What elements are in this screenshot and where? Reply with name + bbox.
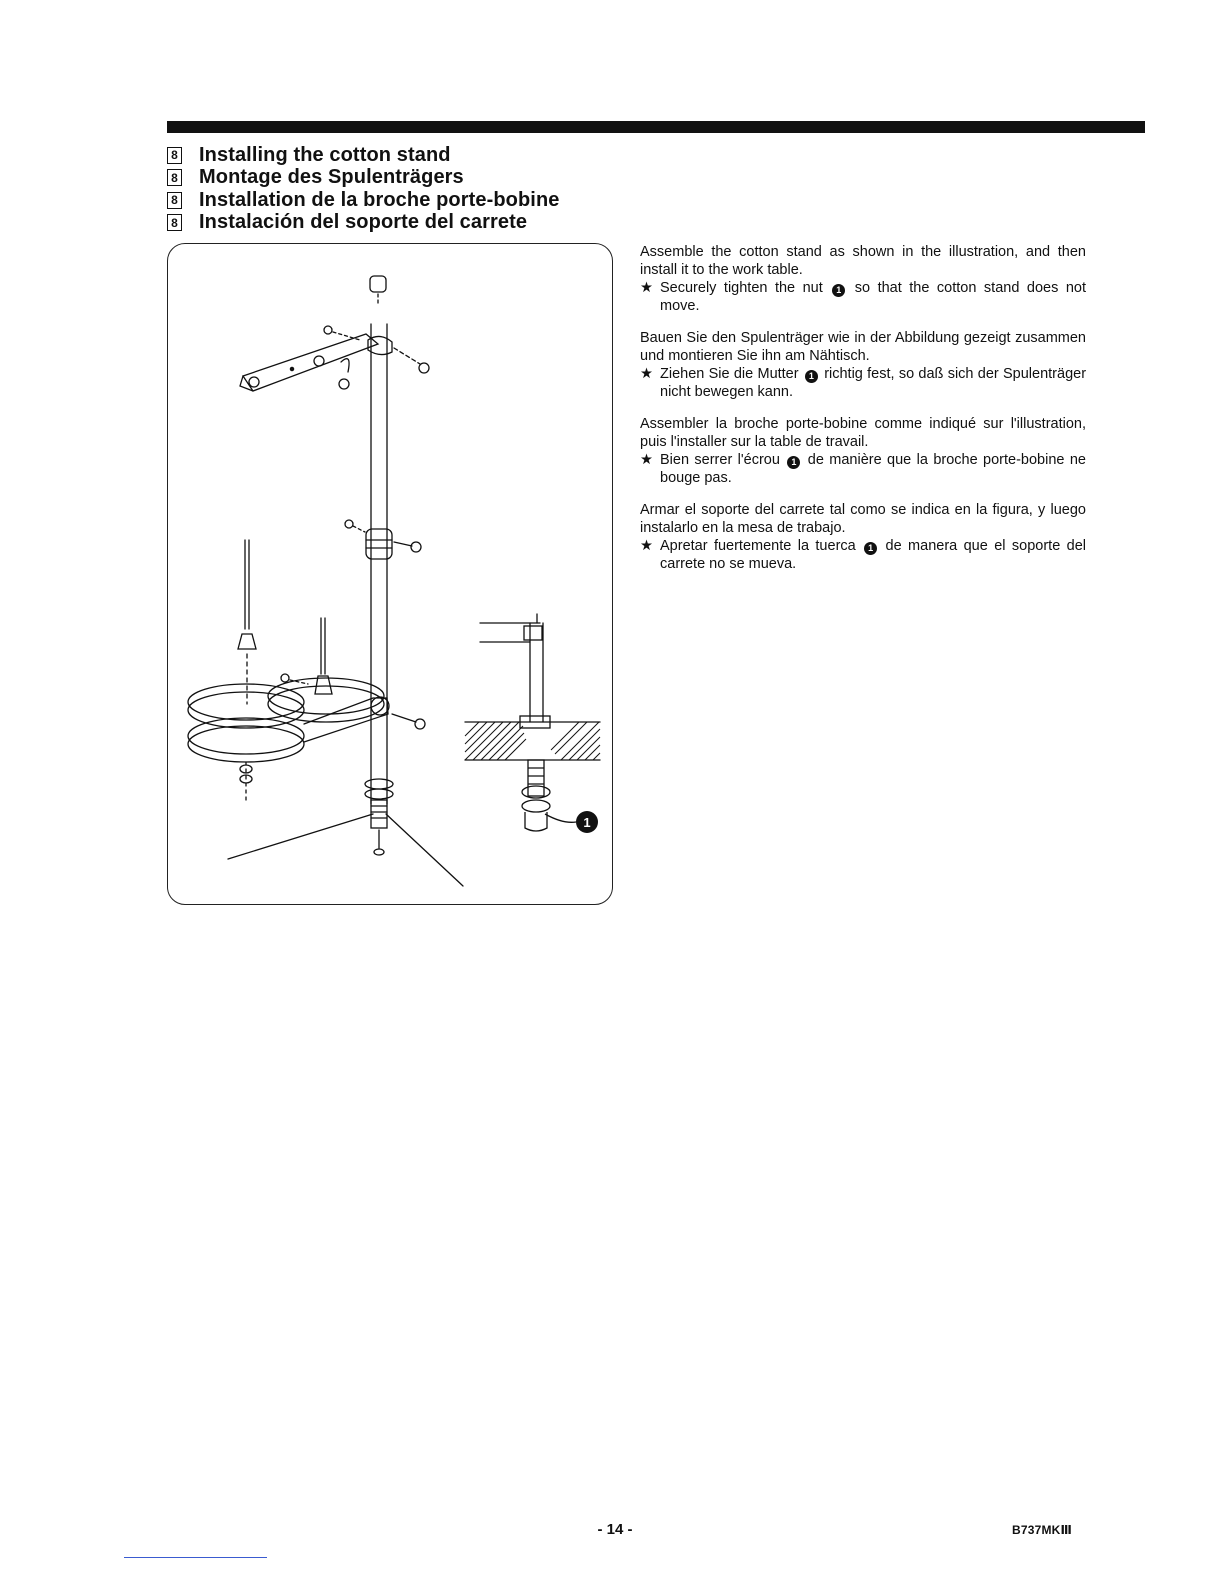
intro-text: Bauen Sie den Spulenträger wie in der Abbildung gezeigt zusammen und montieren Sie ihn am Nähtisch. xyxy=(640,330,1086,364)
model-code: B737MKⅢ xyxy=(1012,1523,1073,1537)
intro-text: Assembler la broche porte-bobine comme indiqué sur l'illustration, puis l'installer sur la table de travail. xyxy=(640,416,1086,450)
intro-text: Assemble the cotton stand as shown in the illustration, and then install it to the work table. xyxy=(640,244,1086,278)
intro-text: Armar el soporte del carrete tal como se indica en la figura, y luego instalarlo en la mesa de trabajo. xyxy=(640,502,1086,536)
instructions-column xyxy=(640,243,1086,587)
star-bullet-icon: ★ xyxy=(640,280,653,296)
heading-spanish xyxy=(167,212,560,235)
star-bullet-icon: ★ xyxy=(640,366,653,382)
note-text xyxy=(660,537,1086,573)
note-text xyxy=(660,451,1086,487)
note-text-start: Ziehen Sie die Mutter xyxy=(660,366,799,382)
note-text xyxy=(660,279,1086,315)
section-number-box: 8 xyxy=(167,169,182,186)
page-number: - 14 - xyxy=(597,1521,633,1538)
cotton-stand-illustration xyxy=(167,243,613,905)
heading-text: Installation de la broche porte-bobine xyxy=(199,188,560,211)
note-text-end: so that the cotton stand does not move. xyxy=(660,280,1086,314)
heading-text: Montage des Spulenträgers xyxy=(199,166,464,189)
star-bullet-icon: ★ xyxy=(640,538,653,554)
note-text-end: richtig fest, so daß sich der Spulenträger nicht bewegen kann. xyxy=(660,366,1087,400)
note-text-end: de manière que la broche porte-bobine ne bouge pas. xyxy=(660,452,1086,486)
instructions-english xyxy=(640,243,1086,315)
instructions-spanish xyxy=(640,501,1086,573)
heading-text: Instalación del soporte del carrete xyxy=(199,211,528,234)
heading-french xyxy=(167,189,560,212)
section-number-box: 8 xyxy=(167,214,182,231)
section-number-box: 8 xyxy=(167,147,182,164)
callout-1-icon: 1 xyxy=(805,370,818,383)
heading-english xyxy=(167,144,560,167)
note-text-start: Securely tighten the nut xyxy=(660,280,823,296)
note-item xyxy=(640,451,1086,487)
callout-1-icon: 1 xyxy=(832,284,845,297)
top-rule xyxy=(167,121,1145,133)
note-text xyxy=(660,365,1086,401)
note-item xyxy=(640,365,1086,401)
callout-1-icon: 1 xyxy=(864,542,877,555)
heading-text: Installing the cotton stand xyxy=(199,143,451,166)
note-text-start: Bien serrer l'écrou xyxy=(660,452,780,468)
star-bullet-icon: ★ xyxy=(640,452,653,468)
footer-line xyxy=(124,1557,267,1558)
callout-1-icon: 1 xyxy=(787,456,800,469)
callout-1-label: 1 xyxy=(583,815,591,830)
note-text-end: de manera que el soporte del carrete no se mueva. xyxy=(660,538,1087,572)
note-item xyxy=(640,537,1086,573)
cotton-stand-drawing xyxy=(168,244,613,905)
instructions-german xyxy=(640,329,1086,401)
note-item xyxy=(640,279,1086,315)
instructions-french xyxy=(640,415,1086,487)
note-text-start: Apretar fuertemente la tuerca xyxy=(660,538,856,554)
heading-german xyxy=(167,167,560,190)
section-number-box: 8 xyxy=(167,192,182,209)
section-headings xyxy=(167,144,560,234)
